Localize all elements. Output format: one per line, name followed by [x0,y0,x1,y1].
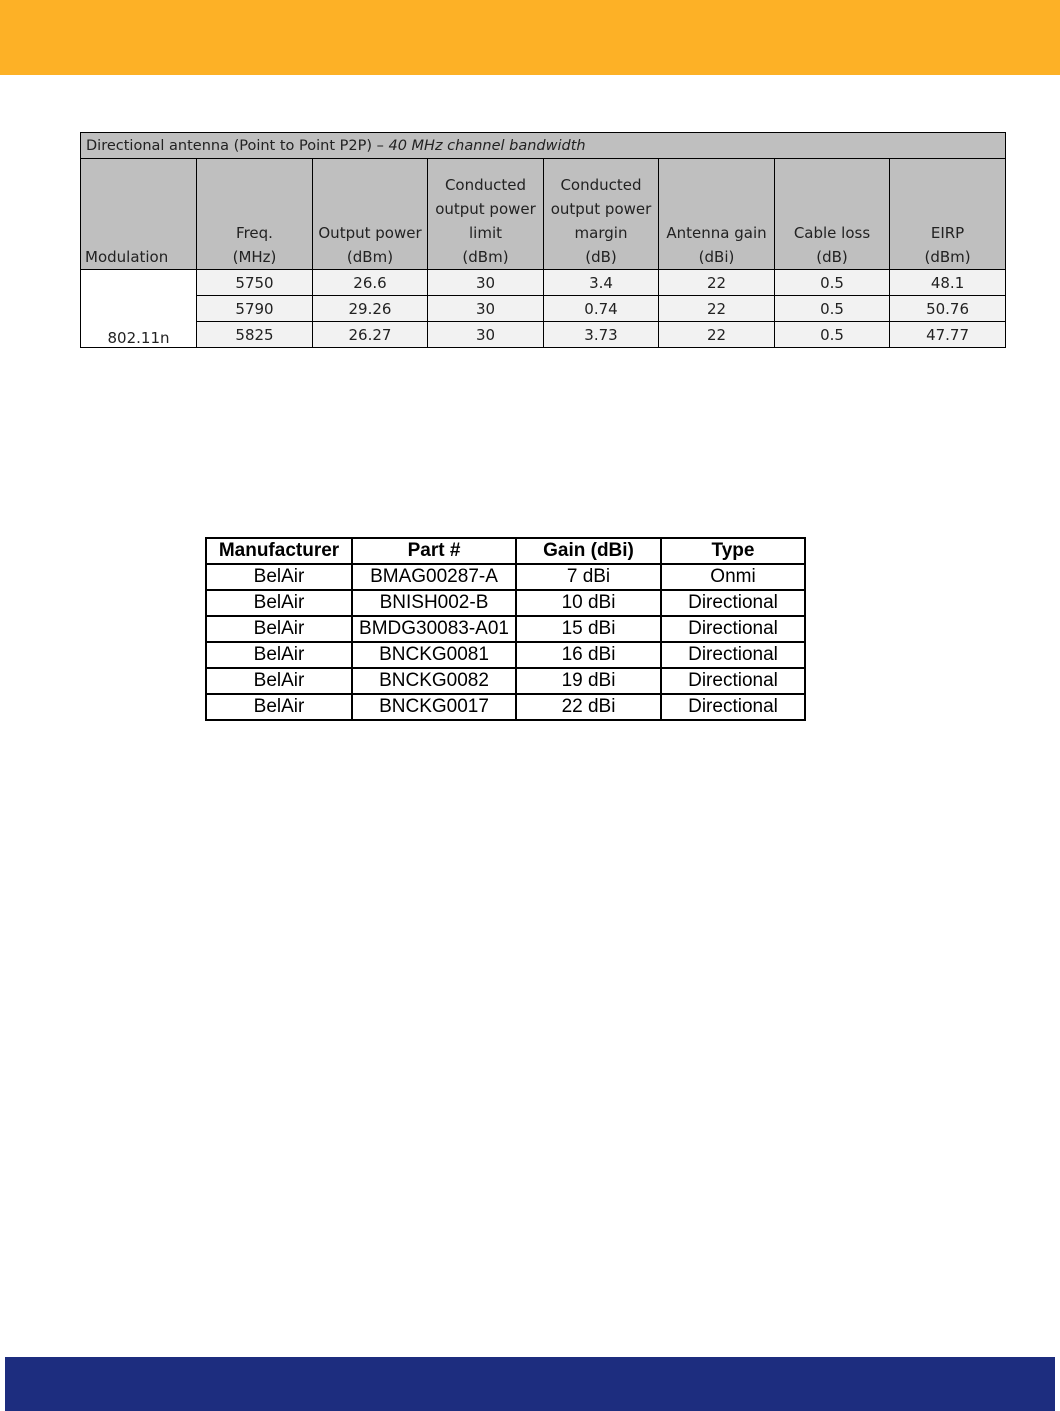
cell: 30 [428,322,544,348]
cell: 22 [659,296,775,322]
header-modulation: Modulation [81,159,197,270]
cell: 30 [428,270,544,296]
cell: BelAir [206,564,352,590]
table-row [81,322,1006,348]
modulation-cell: 802.11n [81,270,197,348]
cell: 19 dBi [516,668,661,694]
table-row [206,694,805,720]
header-part-number: Part # [352,538,516,564]
cell: 22 dBi [516,694,661,720]
cell: BNISH002-B [352,590,516,616]
header-freq: Freq. (MHz) [197,159,313,270]
cell: 22 [659,322,775,348]
header-antenna-gain: Antenna gain (dBi) [659,159,775,270]
cell: 29.26 [313,296,428,322]
cell: 0.74 [544,296,659,322]
cell: 3.4 [544,270,659,296]
cell: 7 dBi [516,564,661,590]
table-header-row [206,538,805,564]
cell: BelAir [206,616,352,642]
cell: 10 dBi [516,590,661,616]
table-row [206,642,805,668]
cell: BelAir [206,668,352,694]
cell: 5790 [197,296,313,322]
cell: BelAir [206,590,352,616]
cell: Directional [661,694,805,720]
cell: 16 dBi [516,642,661,668]
table-row [81,270,1006,296]
top-color-band [0,0,1060,75]
cell: 26.27 [313,322,428,348]
cell: Onmi [661,564,805,590]
table-row [206,590,805,616]
antenna-parts-table [205,537,806,721]
cell: 48.1 [890,270,1006,296]
cell: 0.5 [775,296,890,322]
table-row [206,616,805,642]
cell: BMDG30083-A01 [352,616,516,642]
table-title: Directional antenna (Point to Point P2P) – 40 MHz channel bandwidth [81,133,1006,159]
header-manufacturer: Manufacturer [206,538,352,564]
cell: BMAG00287-A [352,564,516,590]
cell: BelAir [206,694,352,720]
cell: Directional [661,590,805,616]
cell: 50.76 [890,296,1006,322]
table-row [206,564,805,590]
cell: 26.6 [313,270,428,296]
header-eirp: EIRP (dBm) [890,159,1006,270]
cell: 0.5 [775,322,890,348]
cell: 47.77 [890,322,1006,348]
cell: 22 [659,270,775,296]
cell: Directional [661,668,805,694]
cell: BNCKG0081 [352,642,516,668]
cell: Directional [661,616,805,642]
cell: 5750 [197,270,313,296]
table-row [206,668,805,694]
cell: 15 dBi [516,616,661,642]
cell: 5825 [197,322,313,348]
header-power-limit: Conducted output power limit (dBm) [428,159,544,270]
header-gain: Gain (dBi) [516,538,661,564]
directional-antenna-table [80,132,1006,348]
header-output-power: Output power (dBm) [313,159,428,270]
cell: 0.5 [775,270,890,296]
bottom-color-band [5,1357,1055,1411]
header-power-margin: Conducted output power margin (dB) [544,159,659,270]
cell: 3.73 [544,322,659,348]
cell: BNCKG0082 [352,668,516,694]
cell: 30 [428,296,544,322]
header-cable-loss: Cable loss (dB) [775,159,890,270]
cell: BNCKG0017 [352,694,516,720]
table-row [81,296,1006,322]
cell: Directional [661,642,805,668]
cell: BelAir [206,642,352,668]
header-type: Type [661,538,805,564]
